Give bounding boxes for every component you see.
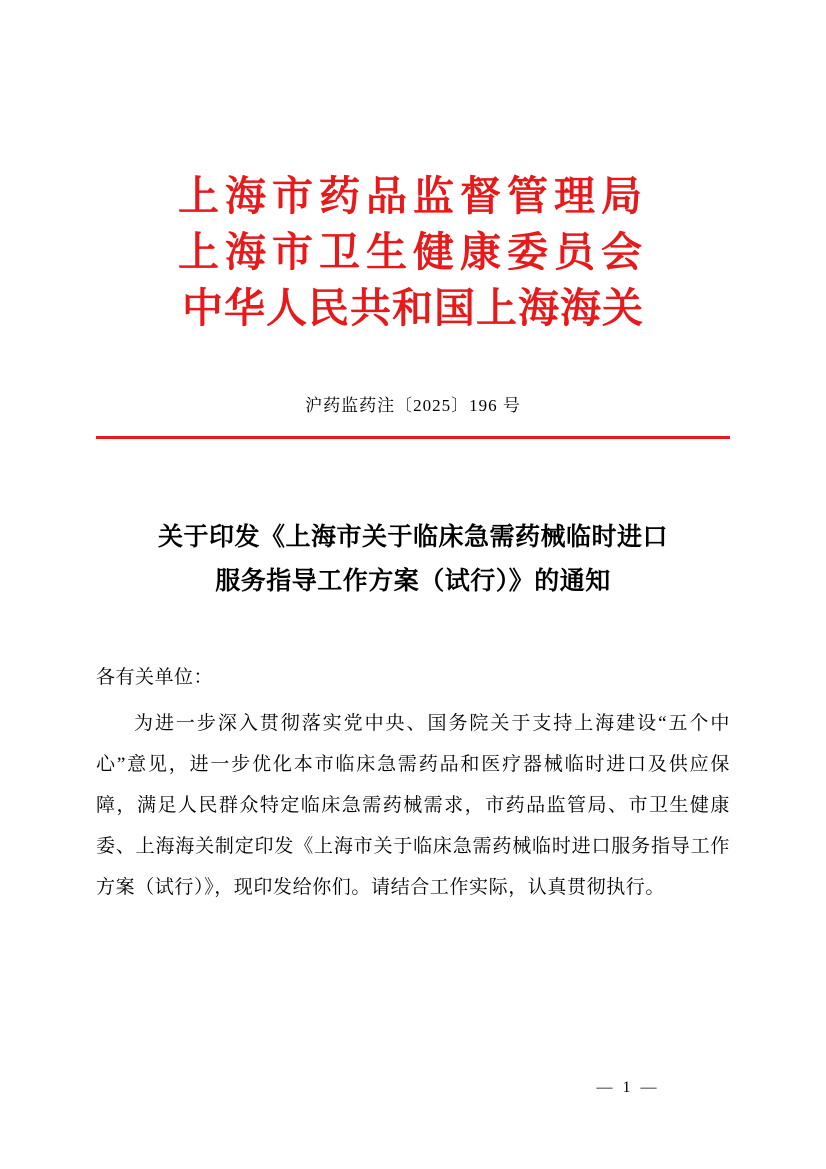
document-title-line-2: 服务指导工作方案（试行）》的通知 <box>215 566 611 595</box>
letterhead-line-2: 上海市卫生健康委员会 <box>178 228 648 276</box>
document-number: 沪药监药注〔2025〕196 号 <box>305 396 521 415</box>
document-title <box>96 515 730 603</box>
document-title-line-1: 关于印发《上海市关于临床急需药械临时进口 <box>157 522 668 551</box>
letterhead-line-1: 上海市药品监督管理局 <box>178 172 648 220</box>
letterhead-line-3: 中华人民共和国上海海关 <box>182 284 644 332</box>
page-number: — 1 — <box>596 1079 660 1096</box>
salutation: 各有关单位： <box>96 667 214 688</box>
red-divider-rule <box>96 436 730 439</box>
letterhead <box>96 168 730 336</box>
body-paragraph: 为进一步深入贯彻落实党中央、国务院关于支持上海建设“五个中心”意见，进一步优化本市临床急需药品和医疗器械临时进口及供应保障，满足人民群众特定临床急需药械需求，市药品监管局、市卫生健康委、上海海关制定印发《上海市关于临床急需药械临时进口服务指导工作方案（试行）》，现印发给你们。请结合工作实际，认真贯彻执行。 <box>96 713 730 898</box>
